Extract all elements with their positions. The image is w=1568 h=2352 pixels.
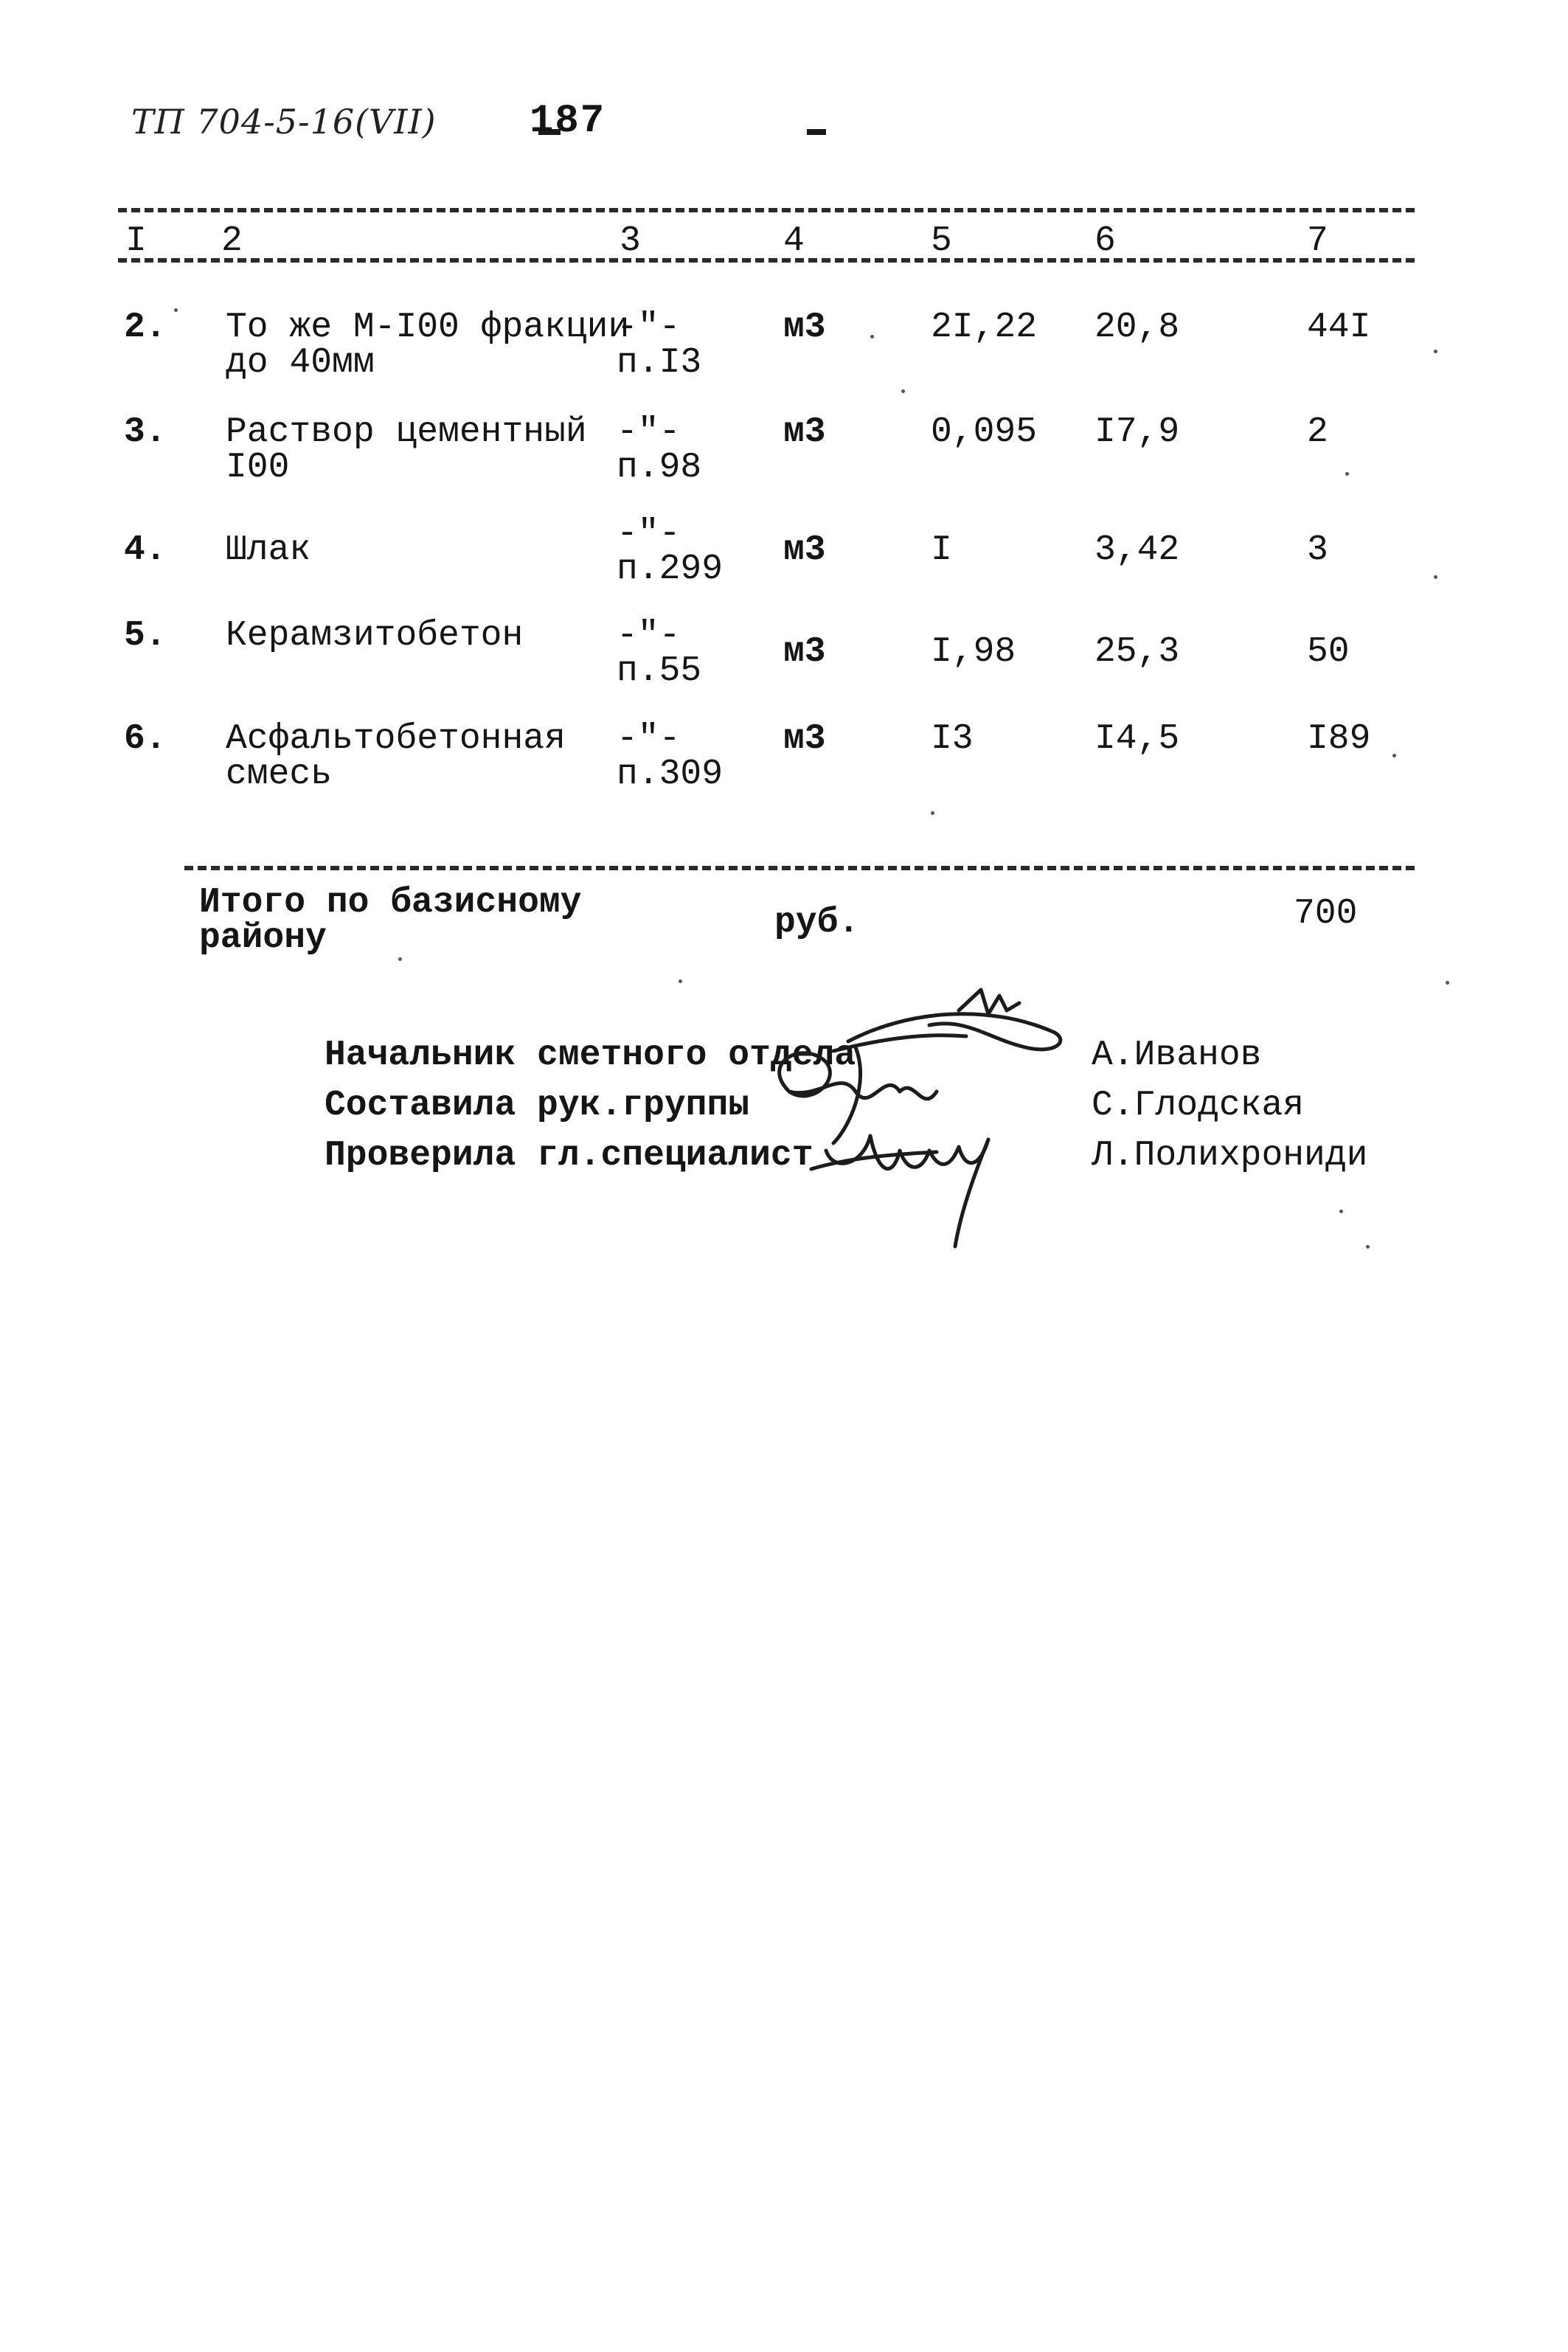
column-header-4: 4 (783, 221, 805, 261)
scan-speck (398, 957, 402, 961)
row-price: 20,8 (1095, 308, 1180, 347)
row-quantity: I3 (931, 719, 974, 759)
table-header-rule (118, 258, 1415, 263)
column-header-6: 6 (1095, 221, 1116, 261)
document-code: ТП 704-5-16(VII) (131, 102, 437, 142)
row-unit: м3 (783, 308, 826, 347)
column-header-1: I (125, 221, 147, 261)
summary-total: 700 (1294, 894, 1358, 934)
row-quantity: I (931, 530, 952, 570)
row-material-name: Керамзитобетон (226, 616, 524, 656)
row-number: 2. (124, 308, 167, 347)
summary-unit: руб. (774, 903, 860, 943)
row-number: 6. (124, 719, 167, 759)
scan-speck (1434, 350, 1437, 353)
row-total: 3 (1307, 530, 1328, 570)
row-price: 25,3 (1095, 632, 1180, 672)
handwritten-signatures (745, 981, 1084, 1261)
row-number: 5. (124, 616, 167, 656)
column-header-7: 7 (1307, 221, 1328, 261)
column-header-5: 5 (931, 221, 952, 261)
signatory-name: С.Глодская (1092, 1086, 1305, 1125)
row-reference: -"- п.I3 (617, 308, 702, 383)
column-header-2: 2 (221, 221, 243, 261)
scan-speck (1345, 472, 1349, 476)
row-reference: -"- п.98 (617, 412, 702, 488)
row-total: I89 (1307, 719, 1371, 759)
page-number-dash-right (807, 129, 826, 135)
row-material-name: То же М-I00 фракции до 40мм (226, 308, 630, 383)
row-number: 4. (124, 530, 167, 570)
scan-speck (1339, 1210, 1343, 1213)
signature-role: Начальник сметного отдела (325, 1035, 856, 1075)
row-price: 3,42 (1095, 530, 1180, 570)
row-material-name: Асфальтобетонная смесь (226, 719, 566, 794)
row-unit: м3 (783, 719, 826, 759)
row-total: 2 (1307, 412, 1328, 452)
row-number: 3. (124, 412, 167, 452)
row-reference: -"- п.299 (617, 514, 724, 589)
row-unit: м3 (783, 632, 826, 672)
signatory-name: А.Иванов (1092, 1035, 1262, 1075)
scan-speck (679, 979, 682, 983)
row-material-name: Шлак (226, 530, 311, 570)
row-reference: -"- п.309 (617, 719, 724, 794)
row-reference: -"- п.55 (617, 616, 702, 691)
row-total: 44I (1307, 308, 1371, 347)
table-top-rule (118, 208, 1415, 212)
summary-label: Итого по базисному району (199, 883, 582, 958)
row-total: 50 (1307, 632, 1350, 672)
row-quantity: 2I,22 (931, 308, 1038, 347)
scan-speck (1446, 981, 1449, 985)
scan-speck (901, 389, 905, 393)
row-unit: м3 (783, 412, 826, 452)
page-number: 187 (530, 99, 606, 144)
row-quantity: I,98 (931, 632, 1016, 672)
row-unit: м3 (783, 530, 826, 570)
row-price: I7,9 (1095, 412, 1180, 452)
row-price: I4,5 (1095, 719, 1180, 759)
summary-rule (184, 866, 1415, 870)
signature-role: Составила рук.группы (325, 1086, 750, 1125)
scan-speck (1392, 754, 1396, 757)
row-material-name: Раствор цементный I00 (226, 412, 587, 488)
row-quantity: 0,095 (931, 412, 1038, 452)
signature-role: Проверила гл.специалист (325, 1136, 814, 1176)
scan-speck (931, 811, 934, 815)
scan-speck (1366, 1245, 1370, 1249)
signatory-name: Л.Полихрониди (1092, 1136, 1368, 1176)
scan-speck (870, 335, 874, 339)
scan-speck (1434, 575, 1437, 579)
column-header-3: 3 (620, 221, 641, 261)
scan-speck (174, 308, 178, 312)
